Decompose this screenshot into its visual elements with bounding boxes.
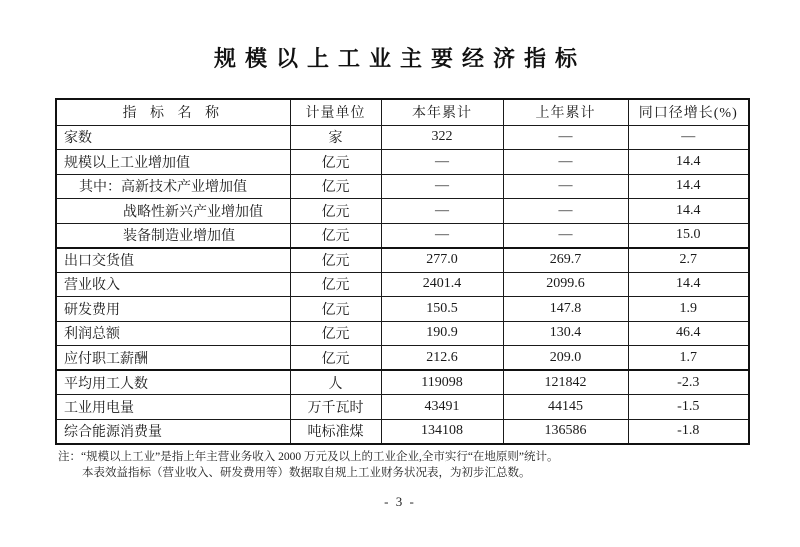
current-year-value: 150.5 bbox=[381, 297, 503, 322]
growth-value: 15.0 bbox=[628, 223, 749, 248]
col-header-current-year: 本年累计 bbox=[381, 99, 503, 125]
previous-year-value: — bbox=[503, 125, 628, 150]
table-row bbox=[56, 125, 749, 150]
current-year-value: 119098 bbox=[381, 370, 503, 395]
indicator-name: 出口交货值 bbox=[56, 248, 290, 273]
current-year-value: — bbox=[381, 174, 503, 199]
table-row bbox=[56, 419, 749, 444]
previous-year-value: 136586 bbox=[503, 419, 628, 444]
page-number: - 3 - bbox=[384, 494, 416, 509]
col-header-previous-year: 上年累计 bbox=[503, 99, 628, 125]
indicator-unit: 亿元 bbox=[290, 150, 381, 175]
footnote-line-2: 本表效益指标（营业收入、研发费用等）数据取自规上工业财务状况表，为初步汇总数。 bbox=[82, 467, 531, 479]
table-row bbox=[56, 150, 749, 175]
indicator-name: 营业收入 bbox=[56, 272, 290, 297]
current-year-value: — bbox=[381, 199, 503, 224]
indicator-unit: 亿元 bbox=[290, 248, 381, 273]
indicators-table bbox=[55, 98, 750, 445]
footnote-line-1: 注：“规模以上工业”是指上年主营业务收入 2000 万元及以上的工业企业,全市实行“在地原则”统计。 bbox=[58, 451, 559, 463]
previous-year-value: 130.4 bbox=[503, 321, 628, 346]
current-year-value: 134108 bbox=[381, 419, 503, 444]
growth-value: -1.8 bbox=[628, 419, 749, 444]
table-row bbox=[56, 297, 749, 322]
indicator-unit: 亿元 bbox=[290, 297, 381, 322]
page-title: 规模以上工业主要经济指标 bbox=[213, 46, 586, 71]
table-header-row bbox=[56, 99, 749, 125]
indicator-name: 综合能源消费量 bbox=[56, 419, 290, 444]
current-year-value: 322 bbox=[381, 125, 503, 150]
previous-year-value: — bbox=[503, 223, 628, 248]
indicator-unit: 吨标准煤 bbox=[290, 419, 381, 444]
table-row bbox=[56, 174, 749, 199]
growth-value: -1.5 bbox=[628, 395, 749, 420]
growth-value: 1.9 bbox=[628, 297, 749, 322]
current-year-value: — bbox=[381, 223, 503, 248]
previous-year-value: 121842 bbox=[503, 370, 628, 395]
table-row bbox=[56, 346, 749, 371]
growth-value: — bbox=[628, 125, 749, 150]
indicator-unit: 人 bbox=[290, 370, 381, 395]
indicator-name: 研发费用 bbox=[56, 297, 290, 322]
table-row bbox=[56, 272, 749, 297]
current-year-value: 277.0 bbox=[381, 248, 503, 273]
growth-value: 14.4 bbox=[628, 150, 749, 175]
indicator-name: 规模以上工业增加值 bbox=[56, 150, 290, 175]
previous-year-value: — bbox=[503, 174, 628, 199]
current-year-value: 2401.4 bbox=[381, 272, 503, 297]
indicator-name: 战略性新兴产业增加值 bbox=[56, 199, 290, 224]
current-year-value: 212.6 bbox=[381, 346, 503, 371]
indicator-name: 装备制造业增加值 bbox=[56, 223, 290, 248]
indicator-name: 利润总额 bbox=[56, 321, 290, 346]
growth-value: 14.4 bbox=[628, 174, 749, 199]
indicator-unit: 亿元 bbox=[290, 321, 381, 346]
growth-value: 14.4 bbox=[628, 199, 749, 224]
growth-value: -2.3 bbox=[628, 370, 749, 395]
indicator-name: 平均用工人数 bbox=[56, 370, 290, 395]
table-row bbox=[56, 370, 749, 395]
indicator-unit: 亿元 bbox=[290, 223, 381, 248]
indicator-name: 工业用电量 bbox=[56, 395, 290, 420]
table-row bbox=[56, 199, 749, 224]
indicator-unit: 亿元 bbox=[290, 174, 381, 199]
table-row bbox=[56, 321, 749, 346]
growth-value: 2.7 bbox=[628, 248, 749, 273]
current-year-value: — bbox=[381, 150, 503, 175]
previous-year-value: 2099.6 bbox=[503, 272, 628, 297]
previous-year-value: 44145 bbox=[503, 395, 628, 420]
previous-year-value: 269.7 bbox=[503, 248, 628, 273]
indicator-unit: 亿元 bbox=[290, 272, 381, 297]
col-header-unit: 计量单位 bbox=[290, 99, 381, 125]
previous-year-value: — bbox=[503, 199, 628, 224]
previous-year-value: — bbox=[503, 150, 628, 175]
indicator-unit: 亿元 bbox=[290, 346, 381, 371]
previous-year-value: 147.8 bbox=[503, 297, 628, 322]
col-header-growth: 同口径增长(%) bbox=[628, 99, 749, 125]
table-row bbox=[56, 248, 749, 273]
current-year-value: 43491 bbox=[381, 395, 503, 420]
col-header-indicator-name: 指 标 名 称 bbox=[56, 99, 290, 125]
growth-value: 46.4 bbox=[628, 321, 749, 346]
table-row bbox=[56, 223, 749, 248]
indicator-unit: 亿元 bbox=[290, 199, 381, 224]
growth-value: 1.7 bbox=[628, 346, 749, 371]
indicator-unit: 家 bbox=[290, 125, 381, 150]
indicator-name: 家数 bbox=[56, 125, 290, 150]
footnotes bbox=[58, 449, 748, 481]
current-year-value: 190.9 bbox=[381, 321, 503, 346]
indicator-unit: 万千瓦时 bbox=[290, 395, 381, 420]
previous-year-value: 209.0 bbox=[503, 346, 628, 371]
growth-value: 14.4 bbox=[628, 272, 749, 297]
table-row bbox=[56, 395, 749, 420]
indicator-name: 其中：高新技术产业增加值 bbox=[56, 174, 290, 199]
indicator-name: 应付职工薪酬 bbox=[56, 346, 290, 371]
